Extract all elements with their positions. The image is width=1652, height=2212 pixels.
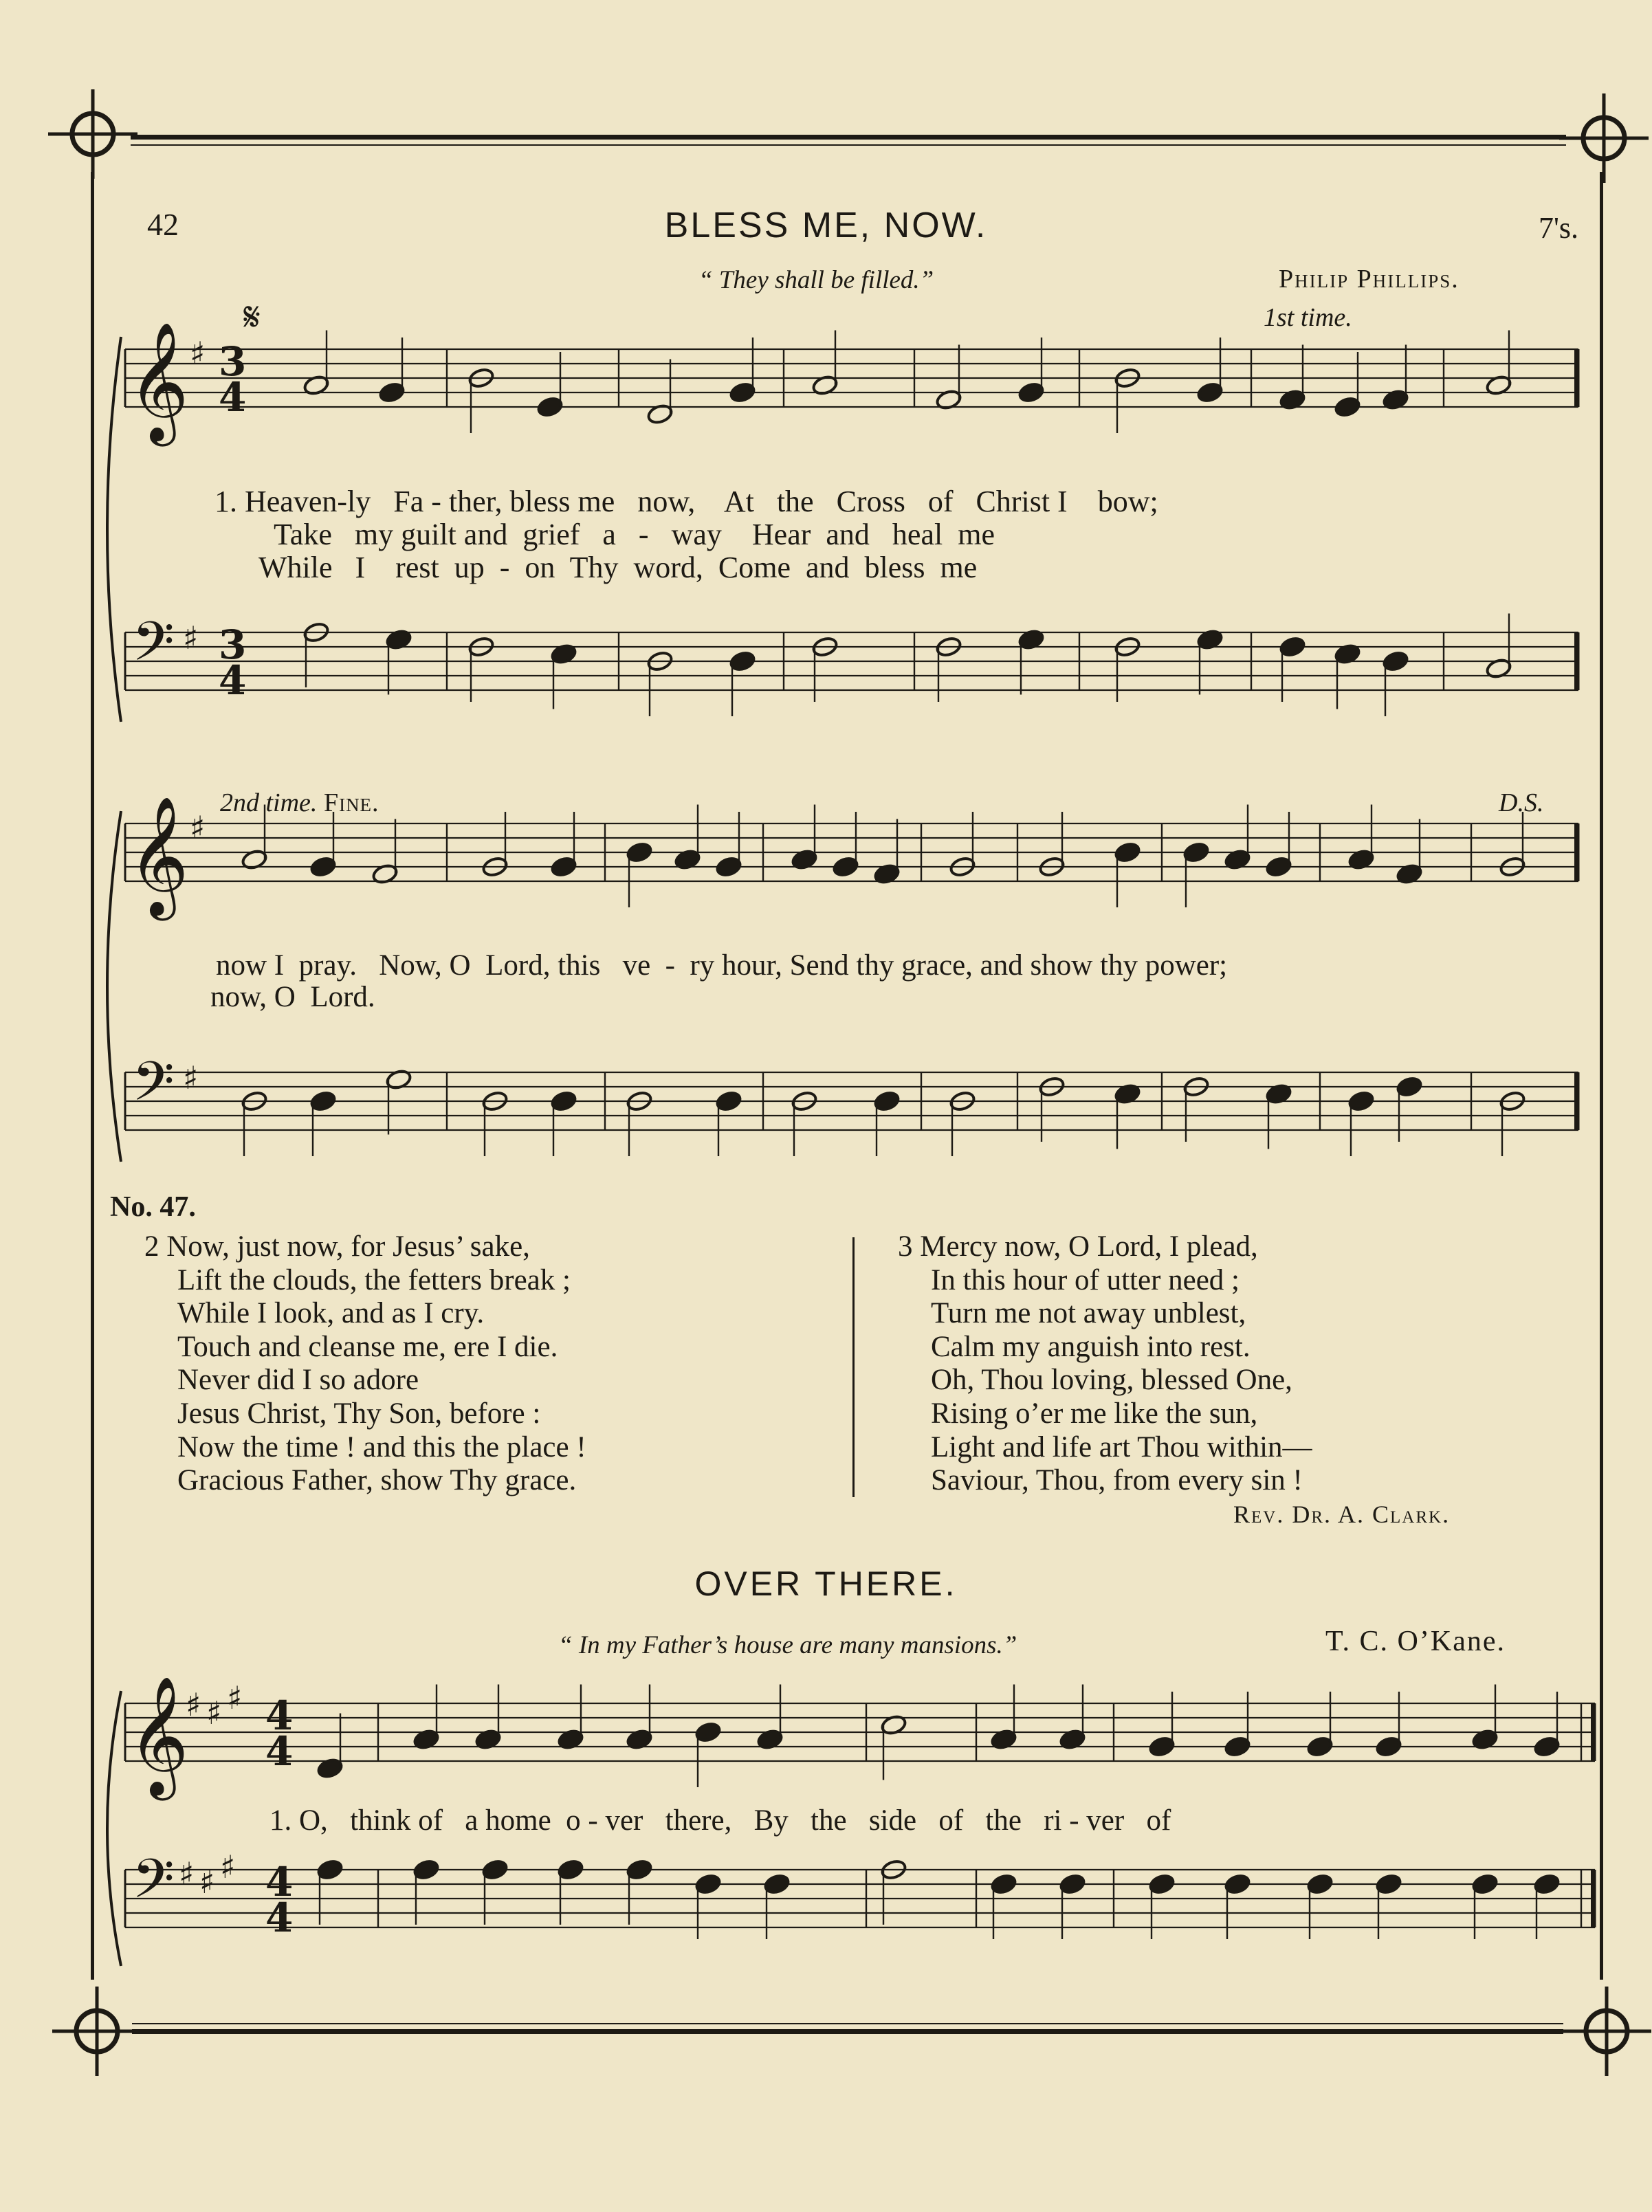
- h1s1-bass-time-sig-top: 3: [219, 621, 247, 668]
- h1s2-treble-clef: 𝄞: [128, 796, 189, 916]
- lyric-word: I: [355, 551, 366, 584]
- lyric-word: and: [463, 518, 508, 551]
- hymn-meter: 7's.: [1539, 211, 1579, 245]
- lyric-word: bless: [864, 551, 925, 584]
- h1s1-treble-time-sig-top: 3: [219, 338, 247, 385]
- h1s1-brace: [107, 337, 121, 722]
- verse-divider: [852, 1237, 855, 1497]
- hymn-number-label: No. 47.: [110, 1191, 196, 1223]
- lyric-word: 1. Heaven-ly: [214, 485, 371, 518]
- h1s1-treble-time-sig-bottom: 4: [219, 374, 247, 421]
- h2s1-bass-sharp: ♯: [220, 1848, 236, 1885]
- h2s1-treble-clef: 𝄞: [128, 1676, 189, 1795]
- hymn2-title: OVER THERE.: [694, 1564, 958, 1603]
- lyric-word: there,: [665, 1804, 732, 1837]
- lyric-word: Fa - ther,: [393, 485, 503, 518]
- h2s1-brace: [107, 1691, 121, 1966]
- lyric-word: At: [723, 485, 754, 518]
- lyric-word: the: [776, 485, 814, 518]
- lyric-word: think of: [350, 1804, 443, 1837]
- h1s2-treble-final-bar: [1574, 823, 1578, 881]
- hymn2-lyric-line: [269, 1804, 1171, 1837]
- lyric-word: bow;: [1097, 485, 1158, 518]
- lyric-word: word,: [633, 551, 703, 584]
- lyric-word: heal: [892, 518, 943, 551]
- lyric-word: Cross: [836, 485, 905, 518]
- lyric-word: By: [753, 1804, 789, 1837]
- verse-line: Light and life art Thou within—: [931, 1430, 1312, 1463]
- verse-line: 2 Now, just now, for Jesus’ sake,: [144, 1230, 530, 1263]
- verse-line: Turn me not away unblest,: [931, 1297, 1246, 1330]
- lyric-word: Hear: [751, 518, 811, 551]
- verse1-line1: [214, 484, 1158, 519]
- hymn-motto: “ They shall be filled.”: [698, 266, 934, 294]
- lyric-word: Take: [274, 518, 332, 551]
- lyric-word: ri - ver: [1044, 1804, 1125, 1837]
- verse-line: Lift the clouds, the fetters break ;: [177, 1263, 571, 1296]
- h1s2-treble-sharp: ♯: [190, 809, 206, 846]
- lyric-word: now,: [637, 485, 696, 518]
- verse-line: Jesus Christ, Thy Son, before :: [177, 1397, 541, 1430]
- lyric-word: grief: [522, 518, 580, 551]
- h2s1-treble-sharp: ♯: [227, 1679, 243, 1716]
- lyric-word: o - ver: [566, 1804, 643, 1837]
- verse-line: Touch and cleanse me, ere I die.: [177, 1330, 558, 1363]
- hymn2-motto: “ In my Father’s house are many mansions.”: [558, 1631, 1017, 1659]
- h1s2-bass-clef: 𝄢: [132, 1050, 175, 1127]
- lyric-word: way: [671, 518, 722, 551]
- lyric-word: me: [958, 518, 995, 551]
- lyric-word: rest: [395, 551, 439, 584]
- h1s1-bass-sharp: ♯: [183, 619, 199, 656]
- h1s2-bass-final-bar: [1574, 1072, 1578, 1130]
- h2s1-treble-sharp: ♯: [206, 1694, 222, 1732]
- h1s2-bass-sharp: ♯: [183, 1059, 199, 1096]
- verse-author: Rev. Dr. A. Clark.: [1233, 1501, 1451, 1528]
- dal-segno-marking: D.S.: [1499, 788, 1544, 817]
- lyric-word: a home: [465, 1804, 551, 1837]
- h1s1-treble-clef: 𝄞: [128, 322, 189, 441]
- verse-line: Gracious Father, show Thy grace.: [177, 1464, 577, 1497]
- h2s1-bass-time-sig-top: 4: [265, 1859, 294, 1905]
- segno-sign: 𝄋: [243, 295, 261, 340]
- second-time-ending-label: [220, 788, 379, 818]
- h1s1-treble-final-bar: [1574, 349, 1578, 407]
- verse-line: Rising o’er me like the sun,: [931, 1397, 1258, 1430]
- second-time-text: 2nd time.: [220, 788, 318, 817]
- first-time-ending-label: 1st time.: [1264, 303, 1352, 332]
- lyric-word: and: [826, 518, 870, 551]
- h2s1-treble-final-bar: [1591, 1703, 1595, 1761]
- h1s1-bass-final-bar: [1574, 632, 1578, 690]
- lyric-word: my: [354, 518, 394, 551]
- lyric-word: of: [927, 485, 954, 518]
- h2s1-treble-time-sig-top: 4: [265, 1692, 294, 1739]
- verse-line: While I look, and as I cry.: [177, 1297, 485, 1330]
- lyric-word: of: [1146, 1804, 1171, 1837]
- lyric-word: up: [454, 551, 485, 584]
- h1s2-brace: [107, 811, 121, 1162]
- h1s1-bass-time-sig-bottom: 4: [219, 657, 247, 704]
- verse-line: Oh, Thou loving, blessed One,: [931, 1364, 1292, 1397]
- h2s1-bass-time-sig-bottom: 4: [265, 1894, 294, 1941]
- lyric-word: -: [499, 551, 510, 584]
- lyric-word: and: [806, 551, 850, 584]
- verse-line: Never did I so adore: [177, 1364, 419, 1397]
- lyric-word: side: [868, 1804, 917, 1837]
- verse1-continuation-line2: now, O Lord.: [210, 981, 375, 1013]
- lyric-word: -: [638, 518, 649, 551]
- h2s1-bass-sharp: ♯: [199, 1863, 215, 1901]
- lyric-word: on: [525, 551, 555, 584]
- verse-line: Calm my anguish into rest.: [931, 1330, 1251, 1363]
- lyric-word: bless me: [509, 485, 615, 518]
- verse1-line3: [258, 550, 977, 585]
- hymn-composer: Philip Phillips.: [1279, 265, 1460, 294]
- h1s1-treble-sharp: ♯: [190, 335, 206, 372]
- h1s1-bass-clef: 𝄢: [132, 610, 175, 687]
- lyric-word: the: [811, 1804, 847, 1837]
- lyric-word: a: [602, 518, 616, 551]
- h2s1-bass-clef: 𝄢: [132, 1847, 175, 1924]
- lyric-word: Thy: [569, 551, 619, 584]
- fine-marking: Fine.: [323, 788, 379, 817]
- verse-line: Saviour, Thou, from every sin !: [931, 1464, 1303, 1497]
- verse-line: In this hour of utter need ;: [931, 1263, 1240, 1296]
- lyric-word: Christ I: [976, 485, 1068, 518]
- h2s1-treble-time-sig-bottom: 4: [265, 1728, 294, 1775]
- h2s1-bass-final-bar: [1591, 1870, 1595, 1927]
- lyric-word: the: [985, 1804, 1022, 1837]
- verse1-continuation-line1: now I pray. Now, O Lord, this ve - ry hour, Send thy grace, and show thy power;: [216, 949, 1228, 982]
- page-number: 42: [147, 207, 179, 242]
- lyric-word: guilt: [401, 518, 456, 551]
- lyric-word: Come: [718, 551, 791, 584]
- lyric-word: 1. O,: [269, 1804, 328, 1837]
- verse-line: 3 Mercy now, O Lord, I plead,: [898, 1230, 1258, 1263]
- verse-3-block: [898, 1230, 1312, 1498]
- lyric-word: me: [940, 551, 978, 584]
- verse-line: Now the time ! and this the place !: [177, 1430, 586, 1463]
- verse-2-block: [144, 1230, 586, 1498]
- verse1-line2: [274, 517, 995, 552]
- h2s1-treble-sharp: ♯: [186, 1686, 201, 1723]
- h2s1-bass-sharp: ♯: [179, 1855, 195, 1892]
- lyric-word: While: [258, 551, 333, 584]
- hymn2-composer: T. C. O’Kane.: [1325, 1626, 1506, 1657]
- hymn-title: BLESS ME, NOW.: [664, 206, 988, 245]
- lyric-word: of: [938, 1804, 964, 1837]
